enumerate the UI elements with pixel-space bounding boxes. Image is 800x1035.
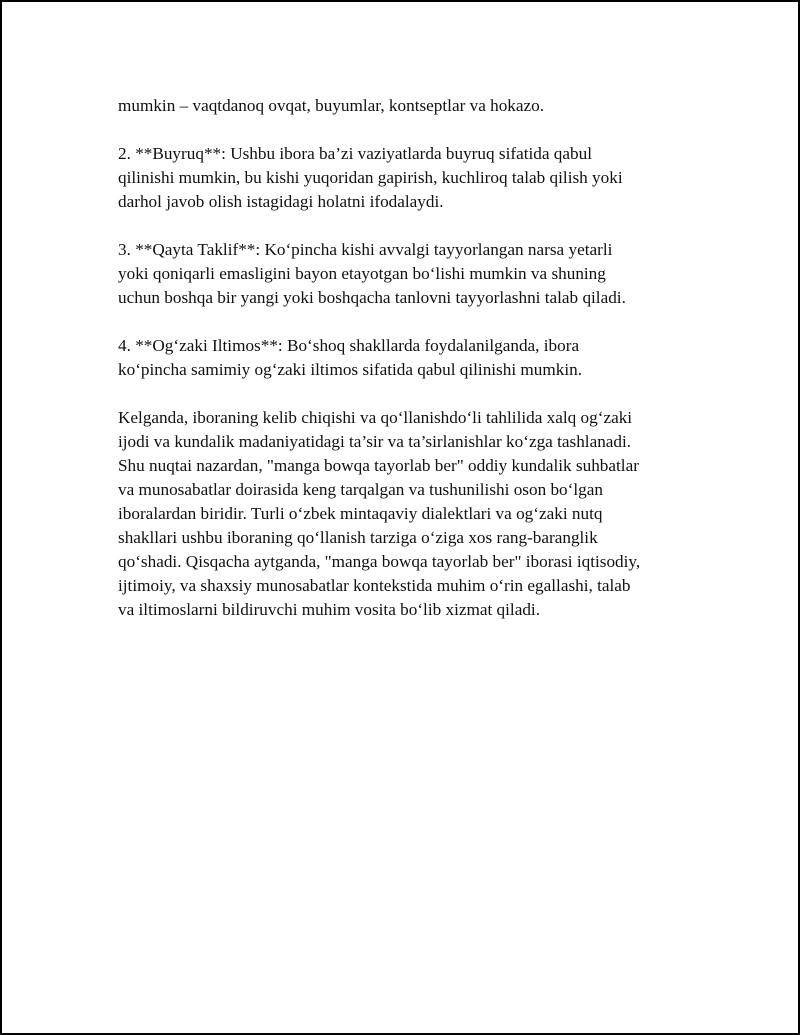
- text-line: mumkin – vaqtdanoq ovqat, buyumlar, kontseptlar va hokazo.: [118, 96, 545, 115]
- paragraph-conclusion: [118, 406, 698, 622]
- text-line: ko‘pincha samimiy og‘zaki iltimos sifatida qabul qilinishi mumkin.: [118, 360, 583, 379]
- text-line: uchun boshqa bir yangi yoki boshqacha tanlovni tayyorlashni talab qiladi.: [118, 288, 626, 307]
- text-line: qilinishi mumkin, bu kishi yuqoridan gapirish, kuchliroq talab qilish yoki: [118, 168, 623, 187]
- text-line: Kelganda, iboraning kelib chiqishi va qo‘llanishdo‘li tahlilida xalq og‘zaki: [118, 408, 633, 427]
- paragraph-continuation: [118, 94, 698, 118]
- text-line: ijodi va kundalik madaniyatidagi ta’sir va ta’sirlanishlar ko‘zga tashlanadi.: [118, 432, 632, 451]
- text-line: Shu nuqtai nazardan, "manga bowqa tayorlab ber" oddiy kundalik suhbatlar: [118, 456, 639, 475]
- text-line: va munosabatlar doirasida keng tarqalgan va tushunilishi oson bo‘lgan: [118, 480, 603, 499]
- text-line: darhol javob olish istagidagi holatni ifodalaydi.: [118, 192, 444, 211]
- text-line: 3. **Qayta Taklif**: Ko‘pincha kishi avvalgi tayyorlangan narsa yetarli: [118, 240, 613, 259]
- text-line: 2. **Buyruq**: Ushbu ibora ba’zi vaziyatlarda buyruq sifatida qabul: [118, 144, 592, 163]
- text-line: shakllari ushbu iboraning qo‘llanish tarziga o‘ziga xos rang-baranglik: [118, 528, 598, 547]
- text-line: va iltimoslarni bildiruvchi muhim vosita bo‘lib xizmat qiladi.: [118, 600, 540, 619]
- text-line: qo‘shadi. Qisqacha aytganda, "manga bowqa tayorlab ber" iborasi iqtisodiy,: [118, 552, 641, 571]
- text-line: ijtimoiy, va shaxsiy munosabatlar kontekstida muhim o‘rin egallashi, talab: [118, 576, 631, 595]
- paragraph-ogzaki-iltimos: [118, 334, 698, 382]
- paragraph-qayta-taklif: [118, 238, 698, 310]
- document-body: [118, 94, 698, 646]
- paragraph-buyruq: [118, 142, 698, 214]
- text-line: 4. **Og‘zaki Iltimos**: Bo‘shoq shakllarda foydalanilganda, ibora: [118, 336, 580, 355]
- text-line: iboralardan biridir. Turli o‘zbek mintaqaviy dialektlari va og‘zaki nutq: [118, 504, 603, 523]
- text-line: yoki qoniqarli emasligini bayon etayotgan bo‘lishi mumkin va shuning: [118, 264, 606, 283]
